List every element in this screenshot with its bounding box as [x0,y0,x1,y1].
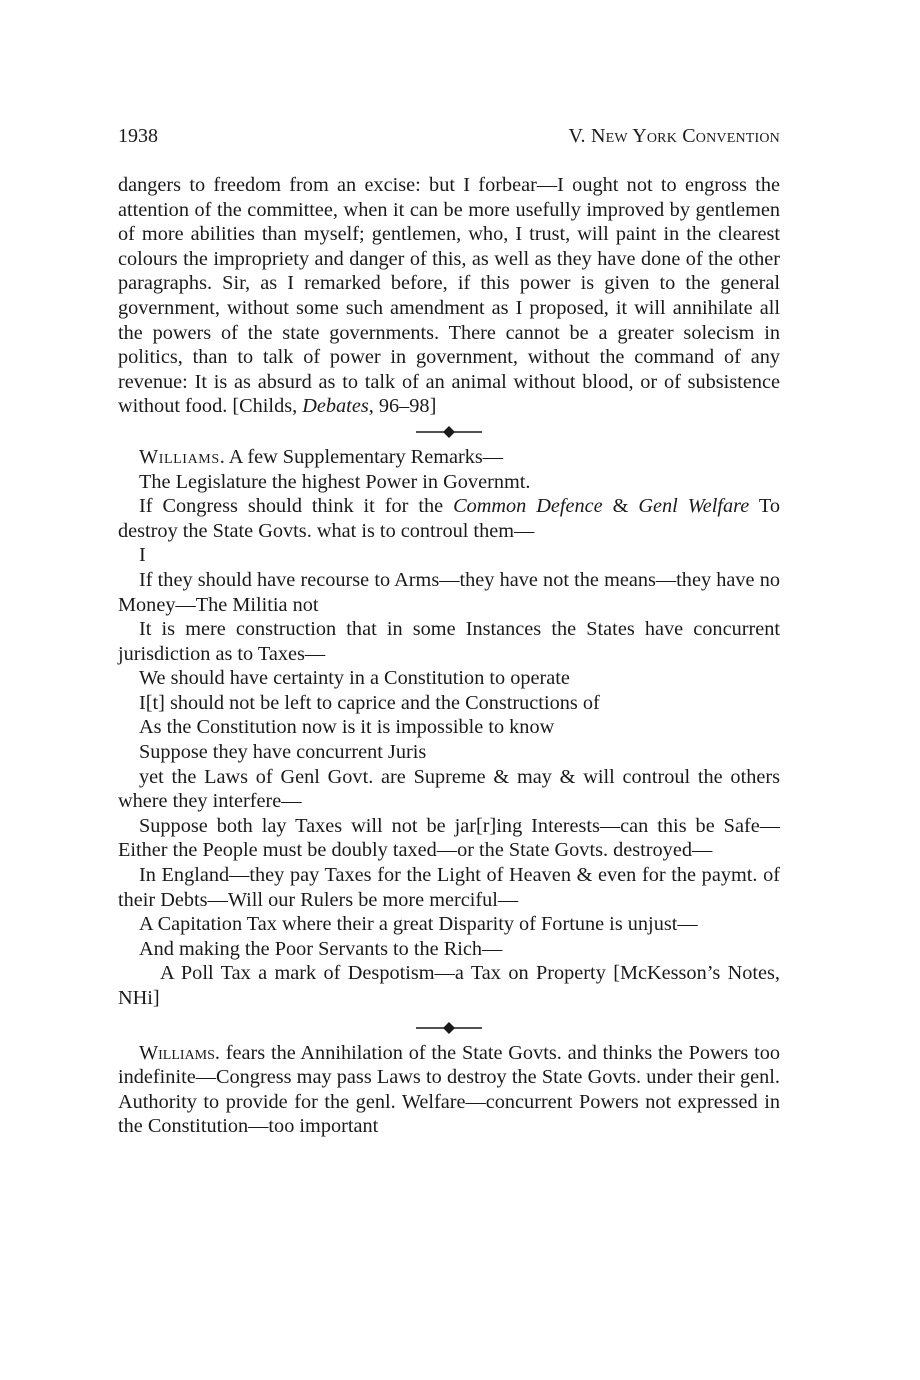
paragraph-text: dangers to freedom from an excise: but I forbear—I ought not to engross the attention of the committee, when it can be more usefully improved by gentlemen of more abilities than myself; gentlemen, who, I trust, will paint in the clearest colours the impropriety and danger of this, as well as they have done of the other paragraphs. Sir, as I remarked before, if this power is given to the general government, without some such amendment as I proposed, it will annihilate all the powers of the state governments. There cannot be a greater solecism in politics, than to talk of power in government, without the command of any revenue: It is as absurd as to talk of an animal without blood, or of subsistence without food. [118,174,780,418]
paragraph-text: . fears the Annihilation of the State Govts. and thinks the Powers too indefinite—Congress may pass Laws to destroy the State Govts. under their genl. Authority to provide for the genl. Welfare—concurrent Powers not expressed in the Constitution—too important [118,1041,780,1138]
speaker-name: Williams [139,445,220,468]
paragraph-childs-debates [118,173,780,419]
citation-pre: [Childs, [232,395,303,418]
note-line: I[t] should not be left to caprice and the Constructions of [139,691,600,714]
note-text: To destroy the State Govts. what is to controul them— [118,495,780,542]
note-line: Suppose they have concurrent Juris [139,741,427,764]
note-text: If Congress should think it for the [139,495,454,518]
speaker-name: Williams [139,1041,215,1064]
note-line: If they should have recourse to Arms—they have not the means—they have no Money—The Militia not [118,568,780,616]
running-head: V. New York Convention [568,125,780,147]
note-line: In England—they pay Taxes for the Light of Heaven & even for the paymt. of their Debts—Will our Rulers be more merciful— [118,864,780,911]
remarks-intro: . A few Supplementary Remarks— [219,445,504,468]
note-italic: Genl Welfare [638,495,750,518]
page-body [118,173,780,1139]
diamond-rule-ornament-icon [416,425,482,439]
note-line: As the Constitution now is it is impossible to know [139,716,555,739]
williams-remarks-heading [118,445,780,470]
williams-fears-paragraph [118,1041,780,1139]
note-line: yet the Laws of Genl Govt. are Supreme & may & will controul the others where they interfere— [118,765,780,813]
section-divider [118,1015,780,1041]
section-divider [118,419,780,445]
note-line: Suppose both lay Taxes will not be jar[r]ing Interests—can this be Safe—Either the People must be doubly taxed—or the State Govts. destroyed— [118,814,780,862]
note-line [118,494,780,543]
note-italic: Common Defence [453,495,603,518]
note-line: The Legislature the highest Power in Governmt. [139,470,531,493]
note-line: And making the Poor Servants to the Rich— [139,937,503,960]
citation-post: , 96–98] [368,395,437,418]
note-line: A Capitation Tax where their a great Disparity of Fortune is unjust— [139,913,698,936]
citation-title: Debates [302,395,369,418]
note-line: It is mere construction that in some Instances the States have concurrent jurisdiction as to Taxes— [118,618,780,665]
note-line: A Poll Tax a mark of Despotism—a Tax on Property [McKesson’s Notes, NHi] [118,962,780,1009]
note-line: We should have certainty in a Constitution to operate [139,667,570,690]
page-number: 1938 [118,125,158,147]
note-line: I [139,544,146,567]
note-text: & [602,495,639,518]
diamond-rule-ornament-icon [416,1021,482,1035]
